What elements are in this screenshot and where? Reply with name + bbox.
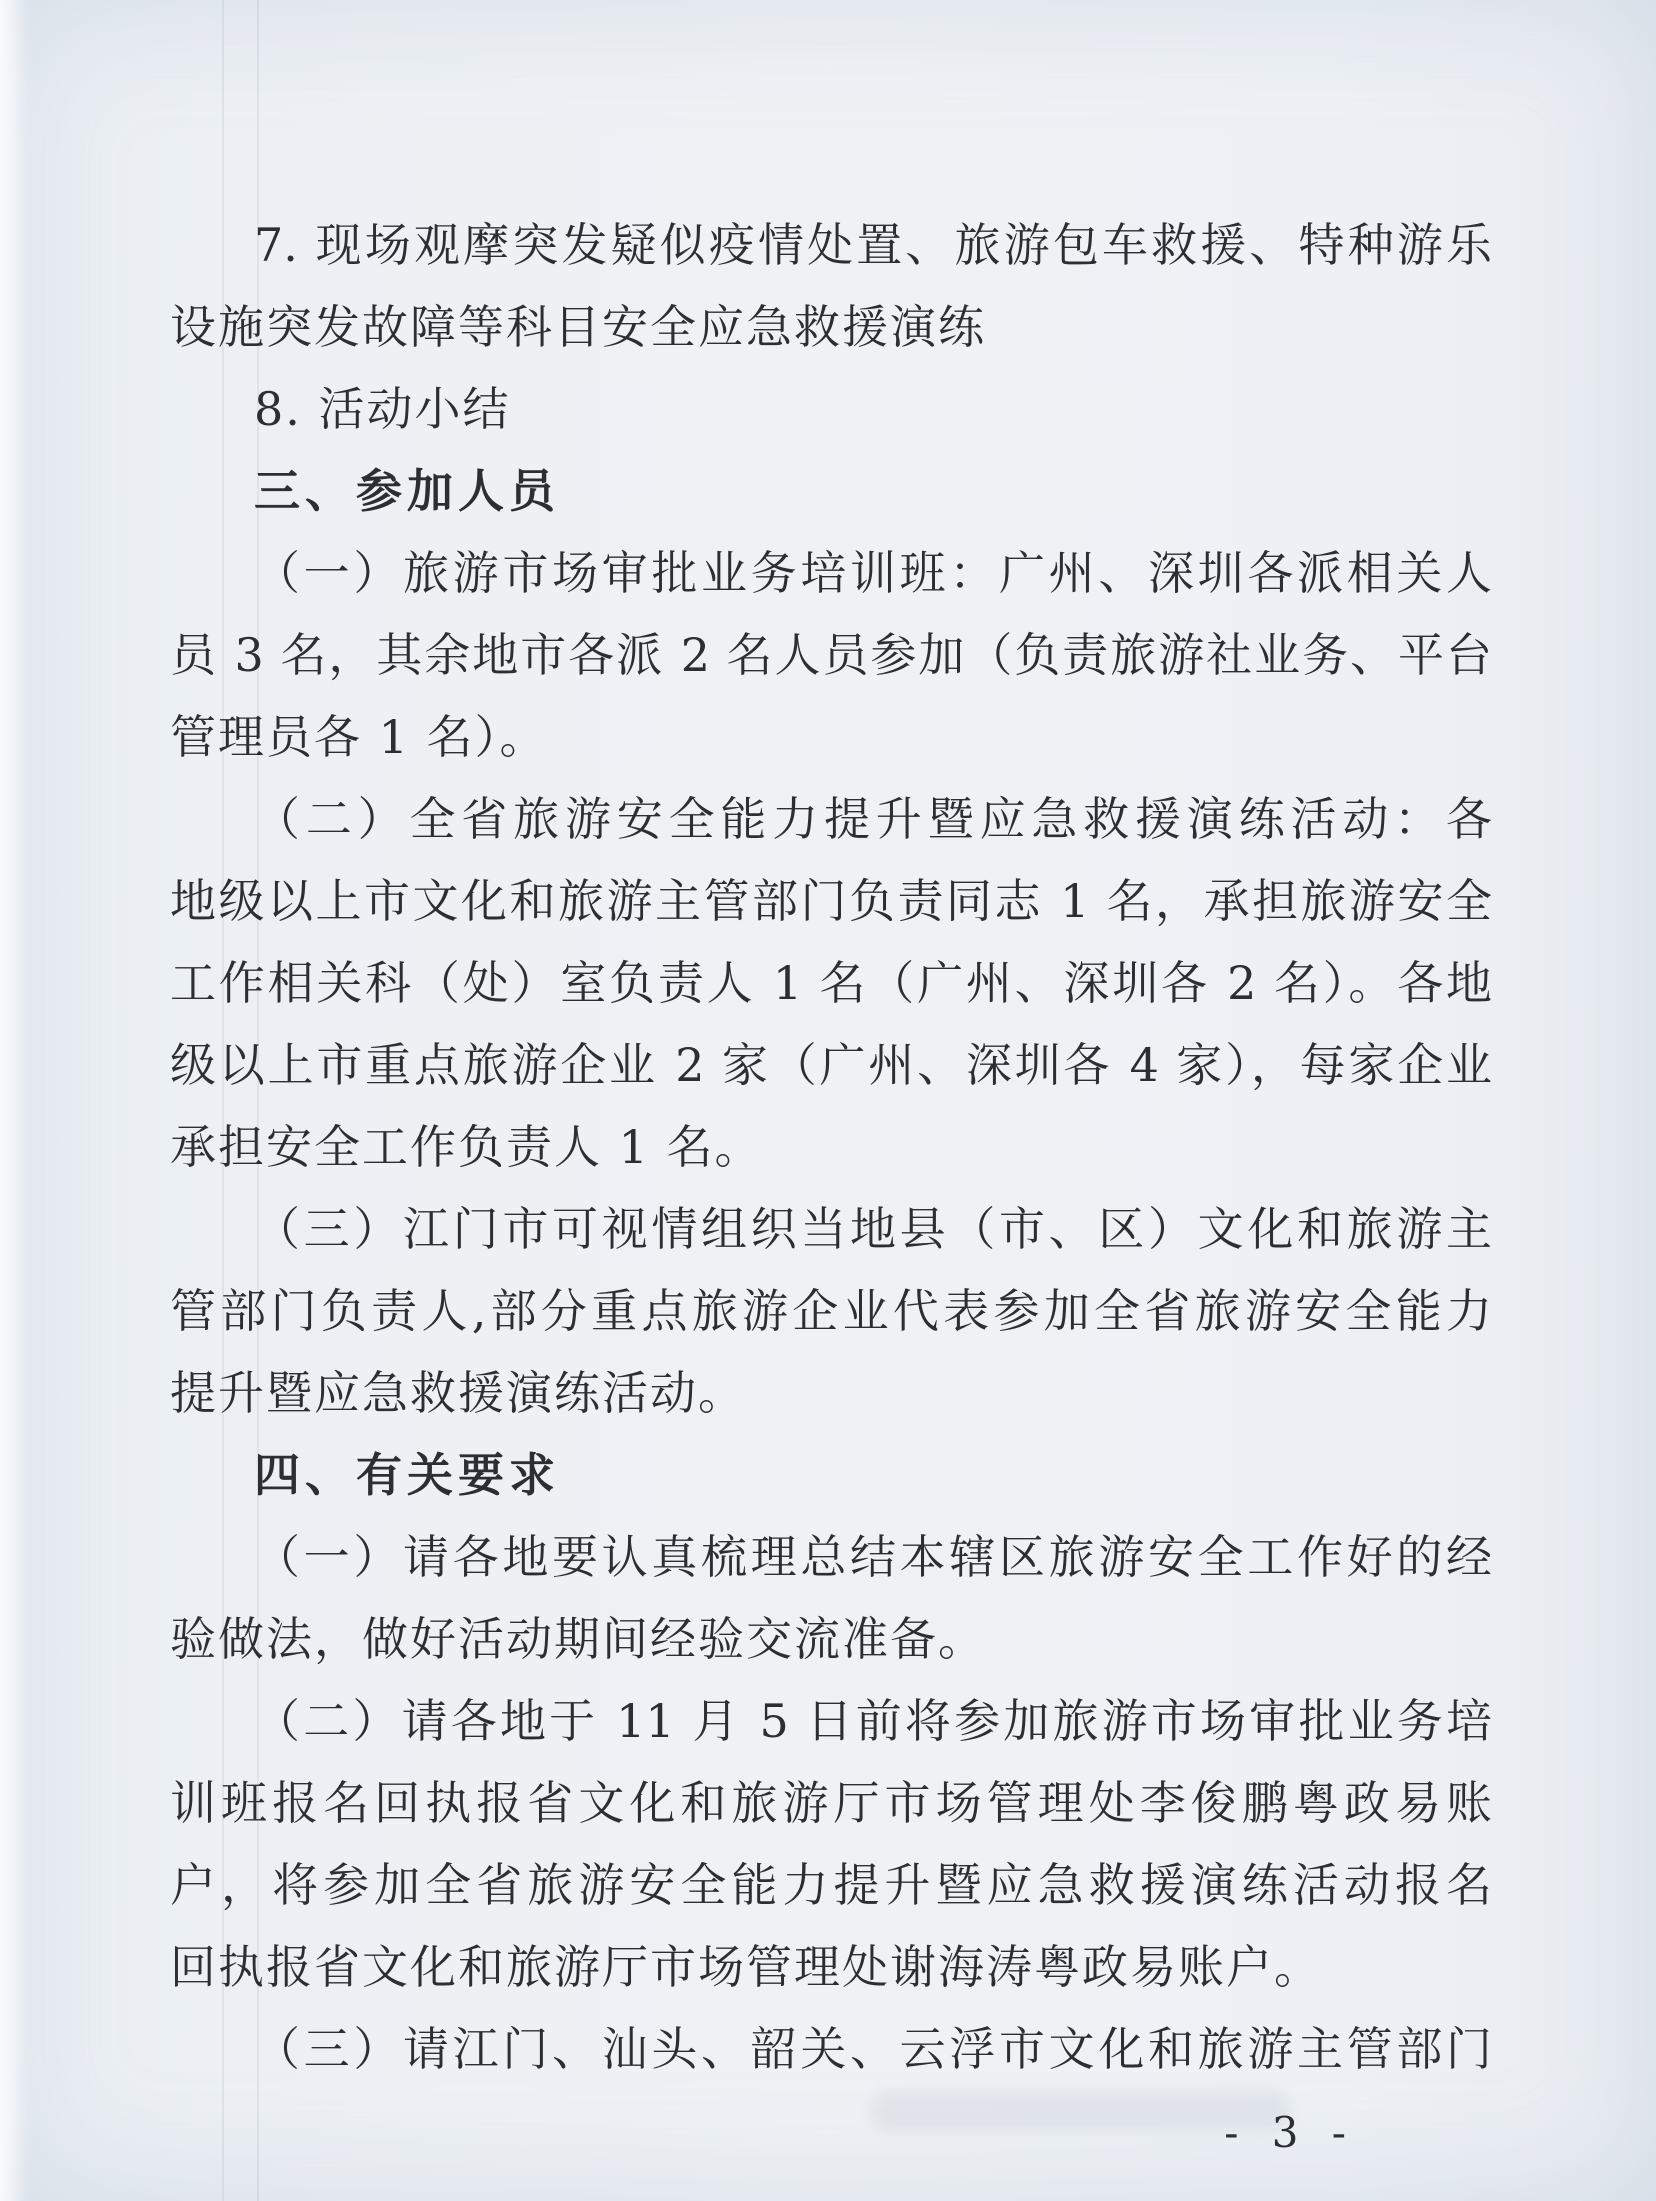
document-line: 地级以上市文化和旅游主管部门负责同志 1 名，承担旅游安全: [170, 874, 1492, 928]
document-line: 管部门负责人,部分重点旅游企业代表参加全省旅游安全能力: [170, 1284, 1492, 1338]
document-line: （三）江门市可视情组织当地县（市、区）文化和旅游主: [254, 1202, 1492, 1256]
document-line: 管理员各 1 名）。: [170, 710, 548, 764]
scan-left-edge: [0, 0, 26, 2201]
document-line: 7. 现场观摩突发疑似疫情处置、旅游包车救援、特种游乐: [254, 218, 1492, 272]
document-line: 8. 活动小结: [254, 382, 511, 436]
document-line: 设施突发故障等科目安全应急救援演练: [170, 300, 986, 354]
document-line: （三）请江门、汕头、韶关、云浮市文化和旅游主管部门: [254, 2022, 1492, 2076]
document-line: 承担安全工作负责人 1 名。: [170, 1120, 763, 1174]
document-line: 户，将参加全省旅游安全能力提升暨应急救援演练活动报名: [170, 1858, 1492, 1912]
document-line: 三、参加人员: [254, 465, 560, 517]
document-line: 员 3 名，其余地市各派 2 名人员参加（负责旅游社业务、平台: [170, 628, 1492, 682]
document-line: 级以上市重点旅游企业 2 家（广州、深圳各 4 家），每家企业: [170, 1038, 1492, 1092]
document-line: （一）旅游市场审批业务培训班：广州、深圳各派相关人: [254, 546, 1492, 600]
document-body: [170, 204, 1492, 2090]
page-number: - 3 -: [1224, 2108, 1356, 2157]
document-line: （二）全省旅游安全能力提升暨应急救援演练活动：各: [254, 792, 1492, 846]
document-line: 验做法，做好活动期间经验交流准备。: [170, 1612, 986, 1666]
document-line: 回执报省文化和旅游厅市场管理处谢海涛粤政易账户。: [170, 1940, 1322, 1994]
document-line: 提升暨应急救援演练活动。: [170, 1366, 746, 1420]
document-line: 四、有关要求: [254, 1449, 560, 1501]
document-line: 训班报名回执报省文化和旅游厅市场管理处李俊鹏粤政易账: [170, 1776, 1492, 1830]
document-line: 工作相关科（处）室负责人 1 名（广州、深圳各 2 名）。各地: [170, 956, 1492, 1010]
document-line: （一）请各地要认真梳理总结本辖区旅游安全工作好的经: [254, 1530, 1492, 1584]
document-line: （二）请各地于 11 月 5 日前将参加旅游市场审批业务培: [254, 1694, 1492, 1748]
